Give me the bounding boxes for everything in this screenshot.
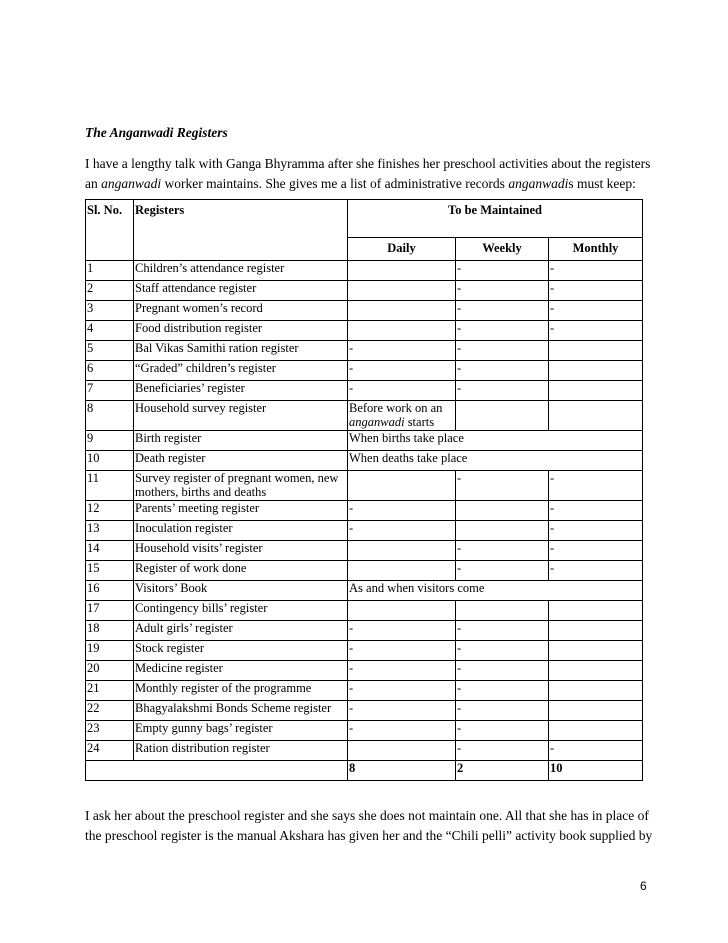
weekly-cell: - (456, 281, 549, 301)
table-row (86, 261, 643, 281)
daily-cell (348, 281, 456, 301)
registers-table (85, 199, 643, 781)
intro-line-1: I have a lengthy talk with Ganga Bhyramma after she finishes her preschool activities about the registers (85, 156, 651, 171)
table-row (86, 661, 643, 681)
total-daily: 8 (348, 761, 456, 781)
weekly-cell: - (456, 301, 549, 321)
header-monthly: Monthly (549, 238, 643, 261)
row-number: 6 (86, 361, 134, 381)
register-name: Contingency bills’ register (134, 601, 348, 621)
weekly-cell (456, 521, 549, 541)
monthly-cell (549, 621, 643, 641)
daily-cell: - (348, 361, 456, 381)
monthly-cell: - (549, 521, 643, 541)
table-row (86, 361, 643, 381)
weekly-cell (456, 501, 549, 521)
daily-cell (348, 301, 456, 321)
row-number: 21 (86, 681, 134, 701)
register-name: Stock register (134, 641, 348, 661)
monthly-cell: - (549, 281, 643, 301)
row-number: 7 (86, 381, 134, 401)
register-name: Medicine register (134, 661, 348, 681)
closing-line-1: I ask her about the preschool register and she says she does not maintain one. All that she has in place of (85, 808, 649, 823)
daily-cell (348, 321, 456, 341)
weekly-cell: - (456, 561, 549, 581)
daily-cell (348, 471, 456, 501)
page-number: 6 (640, 879, 647, 893)
table-row (86, 681, 643, 701)
row-number: 19 (86, 641, 134, 661)
register-name: Beneficiaries’ register (134, 381, 348, 401)
daily-cell: - (348, 701, 456, 721)
weekly-cell: - (456, 701, 549, 721)
register-name: Survey register of pregnant women, new mothers, births and deaths (134, 471, 348, 501)
row-number: 1 (86, 261, 134, 281)
row-number: 4 (86, 321, 134, 341)
row-number: 17 (86, 601, 134, 621)
row-number: 8 (86, 401, 134, 431)
total-monthly: 10 (549, 761, 643, 781)
table-row (86, 701, 643, 721)
row-number: 15 (86, 561, 134, 581)
monthly-cell (549, 381, 643, 401)
header-registers: Registers (134, 200, 348, 261)
register-name: Children’s attendance register (134, 261, 348, 281)
register-name: Parents’ meeting register (134, 501, 348, 521)
table-row (86, 471, 643, 501)
register-name: Food distribution register (134, 321, 348, 341)
header-to-be-maintained: To be Maintained (348, 200, 643, 238)
register-name: Visitors’ Book (134, 581, 348, 601)
daily-cell: - (348, 381, 456, 401)
table-row (86, 581, 643, 601)
register-name: Register of work done (134, 561, 348, 581)
table-row (86, 451, 643, 471)
register-name: Inoculation register (134, 521, 348, 541)
row-number: 14 (86, 541, 134, 561)
table-row (86, 301, 643, 321)
closing-paragraph (85, 806, 653, 846)
row-number: 20 (86, 661, 134, 681)
weekly-cell: - (456, 681, 549, 701)
totals-row (86, 761, 643, 781)
register-name: Staff attendance register (134, 281, 348, 301)
monthly-cell: - (549, 561, 643, 581)
weekly-cell: - (456, 541, 549, 561)
weekly-cell: - (456, 361, 549, 381)
monthly-cell (549, 341, 643, 361)
daily-cell: - (348, 661, 456, 681)
intro-line-2: an anganwadi worker maintains. She gives me a list of administrative records anganwadis must keep: (85, 176, 636, 191)
totals-label (86, 761, 348, 781)
register-name: Death register (134, 451, 348, 471)
register-name: Ration distribution register (134, 741, 348, 761)
row-number: 10 (86, 451, 134, 471)
weekly-cell: - (456, 321, 549, 341)
weekly-cell: - (456, 661, 549, 681)
row-number: 13 (86, 521, 134, 541)
row-number: 16 (86, 581, 134, 601)
table-header-row (86, 200, 643, 238)
daily-cell: - (348, 501, 456, 521)
maintenance-note: When births take place (348, 431, 643, 451)
monthly-cell: - (549, 501, 643, 521)
table-row (86, 341, 643, 361)
table-row (86, 431, 643, 451)
monthly-cell: - (549, 261, 643, 281)
closing-line-2: the preschool register is the manual Akshara has given her and the “Chili pelli” activity book supplied by (85, 828, 653, 843)
weekly-cell: - (456, 721, 549, 741)
row-number: 22 (86, 701, 134, 721)
table-row (86, 641, 643, 661)
monthly-cell: - (549, 541, 643, 561)
monthly-cell (549, 721, 643, 741)
table-row (86, 601, 643, 621)
table-row (86, 501, 643, 521)
monthly-cell: - (549, 321, 643, 341)
table-row (86, 741, 643, 761)
monthly-cell (549, 361, 643, 381)
daily-cell: - (348, 721, 456, 741)
monthly-cell: - (549, 471, 643, 501)
row-number: 9 (86, 431, 134, 451)
table-row (86, 561, 643, 581)
monthly-cell (549, 601, 643, 621)
daily-cell (348, 561, 456, 581)
intro-paragraph (85, 154, 651, 194)
table-row (86, 521, 643, 541)
total-weekly: 2 (456, 761, 549, 781)
daily-cell (348, 741, 456, 761)
daily-cell: - (348, 681, 456, 701)
section-heading: The Anganwadi Registers (85, 125, 228, 140)
weekly-cell: - (456, 621, 549, 641)
table-row (86, 381, 643, 401)
register-name: Birth register (134, 431, 348, 451)
weekly-cell: - (456, 741, 549, 761)
header-daily: Daily (348, 238, 456, 261)
table-row (86, 281, 643, 301)
weekly-cell: - (456, 381, 549, 401)
maintenance-note: When deaths take place (348, 451, 643, 471)
row-number: 11 (86, 471, 134, 501)
weekly-cell: - (456, 341, 549, 361)
table-row (86, 621, 643, 641)
monthly-cell (549, 701, 643, 721)
table-row (86, 321, 643, 341)
weekly-cell: - (456, 471, 549, 501)
header-sl-no: Sl. No. (86, 200, 134, 261)
daily-cell: - (348, 341, 456, 361)
row-number: 24 (86, 741, 134, 761)
weekly-cell: - (456, 641, 549, 661)
table-row (86, 401, 643, 431)
row-number: 5 (86, 341, 134, 361)
register-name: Bhagyalakshmi Bonds Scheme register (134, 701, 348, 721)
weekly-cell (456, 601, 549, 621)
register-name: Household visits’ register (134, 541, 348, 561)
monthly-cell (549, 681, 643, 701)
register-name: Monthly register of the programme (134, 681, 348, 701)
monthly-cell: - (549, 301, 643, 321)
row-number: 23 (86, 721, 134, 741)
header-weekly: Weekly (456, 238, 549, 261)
register-name: Pregnant women’s record (134, 301, 348, 321)
weekly-cell (456, 401, 549, 431)
daily-cell: - (348, 621, 456, 641)
row-number: 3 (86, 301, 134, 321)
daily-cell: - (348, 641, 456, 661)
register-name: Empty gunny bags’ register (134, 721, 348, 741)
row-number: 18 (86, 621, 134, 641)
daily-cell (348, 261, 456, 281)
monthly-cell (549, 641, 643, 661)
monthly-cell: - (549, 741, 643, 761)
table-row (86, 541, 643, 561)
row-number: 12 (86, 501, 134, 521)
daily-cell (348, 541, 456, 561)
row-number: 2 (86, 281, 134, 301)
maintenance-note: Before work on an anganwadi starts (348, 401, 456, 431)
register-name: “Graded” children’s register (134, 361, 348, 381)
maintenance-note: As and when visitors come (348, 581, 643, 601)
weekly-cell: - (456, 261, 549, 281)
monthly-cell (549, 661, 643, 681)
monthly-cell (549, 401, 643, 431)
register-name: Bal Vikas Samithi ration register (134, 341, 348, 361)
daily-cell: - (348, 521, 456, 541)
register-name: Adult girls’ register (134, 621, 348, 641)
table-row (86, 721, 643, 741)
register-name: Household survey register (134, 401, 348, 431)
daily-cell (348, 601, 456, 621)
